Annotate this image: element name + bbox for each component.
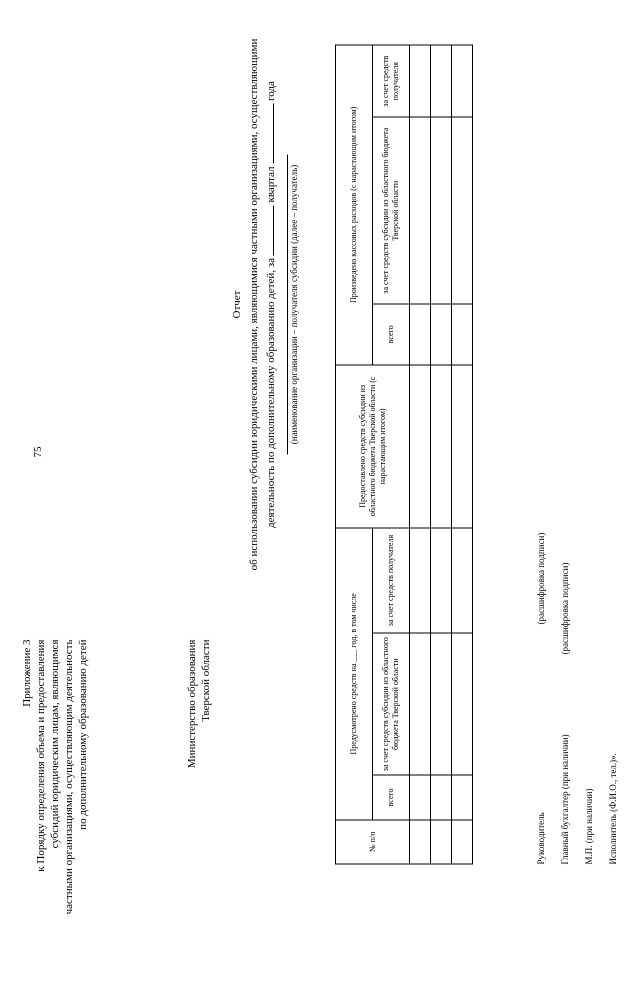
header-provided: Предоставлено средств субсидии из областного бюджета Тверской области (с нарастающим итогом) <box>336 365 410 528</box>
subheader-budget: за счет средств субсидии из областного бюджета Тверской области <box>373 633 410 775</box>
appendix-line: субсидий юридическим лицам, являющимся <box>49 639 61 849</box>
stamp-label: М.П. (при наличии) <box>584 788 594 865</box>
accountant-note: (расшифровка подписи) <box>560 562 570 655</box>
table-cell <box>431 117 452 304</box>
signature-row-head <box>535 265 559 865</box>
table-cell <box>452 775 473 819</box>
table-header-row <box>336 45 373 864</box>
subheader-recipient: за счет средств получателя <box>373 45 410 117</box>
table-cell <box>431 820 452 864</box>
table-cell <box>431 365 452 528</box>
report-title-block <box>230 25 300 585</box>
table-cell <box>410 45 431 117</box>
accountant-label: Главный бухгалтер (при наличии) <box>560 734 570 865</box>
table-cell <box>431 528 452 633</box>
signature-row-accountant <box>559 265 583 865</box>
table-cell <box>452 820 473 864</box>
table-cell <box>431 775 452 819</box>
table-cell <box>452 633 473 775</box>
quarter-blank <box>262 205 274 255</box>
signature-row-stamp <box>583 265 607 865</box>
report-subtitle: об использовании субсидии юридическими лицами, являющимися частными организациями, осуществляющими <box>248 38 260 571</box>
table-cell <box>410 117 431 304</box>
report-subtitle-prefix: деятельность по дополнительному образованию детей, за <box>265 258 277 528</box>
year-blank <box>262 104 274 164</box>
appendix-title: Приложение 3 <box>21 639 33 707</box>
table-cell <box>410 775 431 819</box>
table-cell <box>431 633 452 775</box>
head-label: Руководитель <box>536 812 546 865</box>
appendix-block <box>20 640 90 1000</box>
header-spent: Произведено кассовых расходов (с нарастающим итогом) <box>336 45 373 365</box>
report-title: Отчет <box>231 290 243 319</box>
appendix-line: частными организациями, осуществляющим деятельность <box>63 639 75 915</box>
page-number: 75 <box>32 446 44 458</box>
signature-row-executor <box>607 265 631 865</box>
table-row <box>452 45 473 864</box>
header-planned: Предусмотрено средств на ___ год, в том числе <box>336 528 373 820</box>
table-cell <box>410 528 431 633</box>
quarter-label: квартал <box>265 166 277 203</box>
report-table <box>335 45 473 865</box>
header-num: № п/п <box>336 820 410 864</box>
addressee-line: Тверской области <box>200 639 212 722</box>
addressee-line: Министерство образования <box>186 639 198 769</box>
addressee-block <box>185 640 213 840</box>
table-row <box>431 45 452 864</box>
appendix-line: по дополнительному образованию детей <box>77 639 89 830</box>
table-cell <box>431 304 452 365</box>
table-cell <box>410 820 431 864</box>
table-cell <box>452 45 473 117</box>
organization-caption: (наименование организации – получателя субсидии (далее – получатель) <box>289 164 299 445</box>
table-cell <box>452 528 473 633</box>
table-cell <box>452 365 473 528</box>
report-period-line <box>262 25 279 585</box>
table-cell <box>410 633 431 775</box>
table-cell <box>410 365 431 528</box>
signature-block <box>535 265 631 865</box>
executor-label: Исполнитель (Ф.И.О., тел.)». <box>608 753 618 865</box>
subheader-budget: за счет средств субсидии из областного бюджета Тверской области <box>373 117 410 304</box>
year-label: года <box>265 81 277 101</box>
appendix-line: к Порядку определения объема и предоставления <box>35 639 47 872</box>
table-row <box>410 45 431 864</box>
subheader-total: всего <box>373 304 410 365</box>
table-cell <box>452 304 473 365</box>
table-cell <box>431 45 452 117</box>
table-cell <box>452 117 473 304</box>
table-cell <box>410 304 431 365</box>
subheader-recipient: за счет средств получателя <box>373 528 410 633</box>
head-note: (расшифровка подписи) <box>536 532 546 625</box>
subheader-total: всего <box>373 775 410 819</box>
